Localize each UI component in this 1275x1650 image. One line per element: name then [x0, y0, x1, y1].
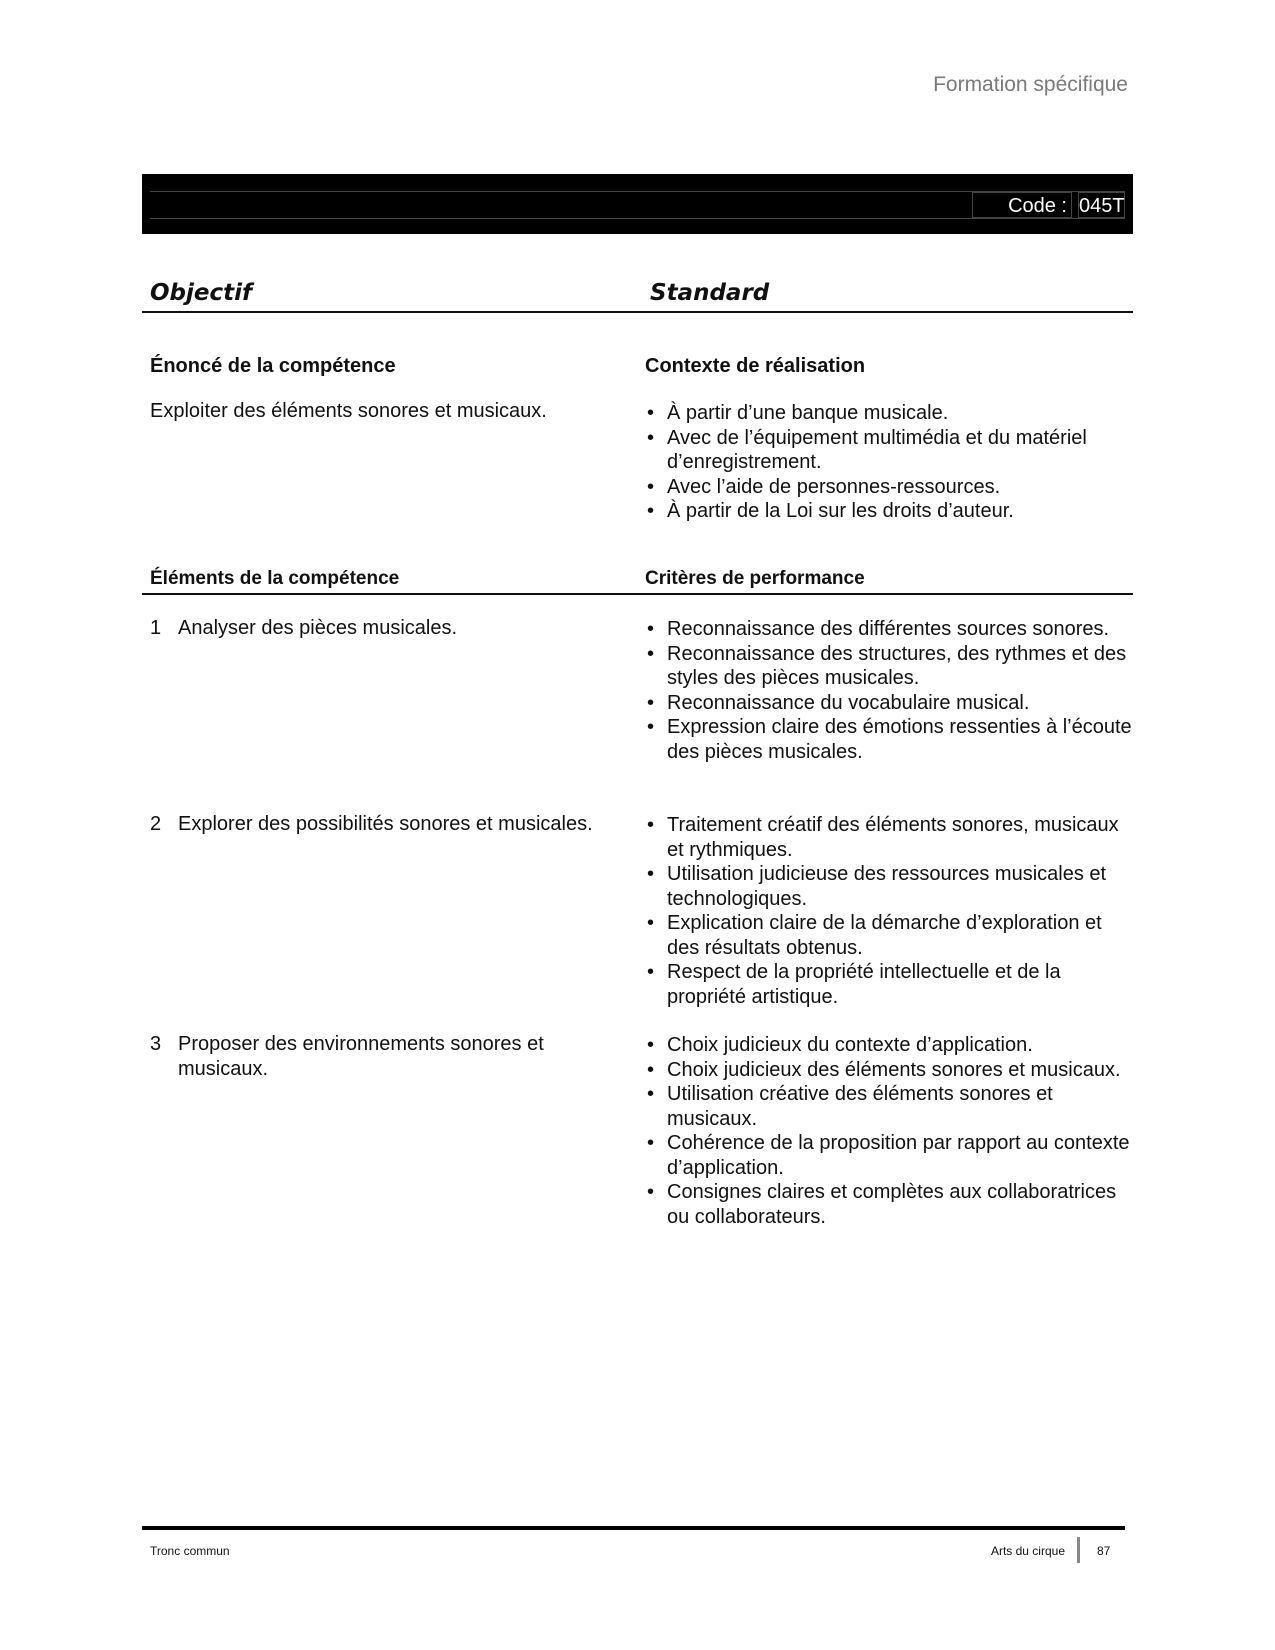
- footer-rule: [142, 1526, 1125, 1530]
- criteria-list-3: [645, 1033, 1135, 1229]
- element-number: 1: [150, 617, 162, 639]
- criterion-item: • Utilisation créative des éléments sonores et musicaux.: [645, 1082, 1135, 1131]
- heading-rule: [142, 311, 1133, 313]
- code-bar: [142, 174, 1133, 234]
- standard-heading: Standard: [650, 280, 770, 306]
- footer-left: Tronc commun: [150, 1544, 230, 1558]
- criterion-item: • Cohérence de la proposition par rapport au contexte d’application.: [645, 1131, 1135, 1180]
- footer-separator: [1077, 1537, 1080, 1563]
- element-3: [150, 1032, 600, 1081]
- element-2: [150, 812, 620, 837]
- enonce-text: Exploiter des éléments sonores et musicaux.: [150, 400, 547, 422]
- contexte-item: • Avec l’aide de personnes-ressources.: [645, 475, 1135, 500]
- criterion-item: • Choix judicieux des éléments sonores et musicaux.: [645, 1058, 1135, 1083]
- running-header: Formation spécifique: [933, 73, 1128, 96]
- criterion-item: • Reconnaissance des différentes sources sonores.: [645, 617, 1135, 642]
- elements-title: Éléments de la compétence: [150, 568, 400, 589]
- code-label: Code :: [972, 192, 1072, 218]
- criterion-item: • Expression claire des émotions ressenties à l’écoute des pièces musicales.: [645, 715, 1135, 764]
- page-number: 87: [1097, 1544, 1111, 1558]
- criterion-item: • Reconnaissance des structures, des rythmes et des styles des pièces musicales.: [645, 642, 1135, 691]
- contexte-item: • À partir d’une banque musicale.: [645, 401, 1135, 426]
- element-text: Explorer des possibilités sonores et musicales.: [178, 813, 593, 835]
- code-bar-rule-bottom: [150, 218, 1125, 219]
- criterion-item: • Utilisation judicieuse des ressources musicales et technologiques.: [645, 862, 1135, 911]
- objectif-heading: Objectif: [150, 280, 253, 306]
- criterion-item: • Respect de la propriété intellectuelle et de la propriété artistique.: [645, 960, 1135, 1009]
- criteria-list-2: [645, 813, 1135, 1009]
- criterion-item: • Reconnaissance du vocabulaire musical.: [645, 691, 1135, 716]
- criterion-item: • Explication claire de la démarche d’exploration et des résultats obtenus.: [645, 911, 1135, 960]
- code-value: 045T: [1078, 192, 1125, 218]
- enonce-title: Énoncé de la compétence: [150, 355, 396, 377]
- element-text: Proposer des environnements sonores et musicaux.: [178, 1033, 544, 1080]
- element-1: [150, 616, 620, 641]
- element-number: 3: [150, 1033, 162, 1055]
- contexte-item: • Avec de l’équipement multimédia et du matériel d’enregistrement.: [645, 426, 1135, 475]
- footer-program: Arts du cirque: [990, 1544, 1065, 1558]
- contexte-item: • À partir de la Loi sur les droits d’auteur.: [645, 499, 1135, 524]
- criteres-title: Critères de performance: [645, 568, 865, 589]
- element-number: 2: [150, 813, 162, 835]
- criterion-item: • Traitement créatif des éléments sonores, musicaux et rythmiques.: [645, 813, 1135, 862]
- contexte-list: [645, 401, 1135, 524]
- element-text: Analyser des pièces musicales.: [178, 617, 458, 639]
- criterion-item: • Choix judicieux du contexte d’application.: [645, 1033, 1135, 1058]
- criterion-item: • Consignes claires et complètes aux collaboratrices ou collaborateurs.: [645, 1180, 1135, 1229]
- criteria-list-1: [645, 617, 1135, 764]
- section-rule: [142, 593, 1133, 595]
- contexte-title: Contexte de réalisation: [645, 355, 866, 377]
